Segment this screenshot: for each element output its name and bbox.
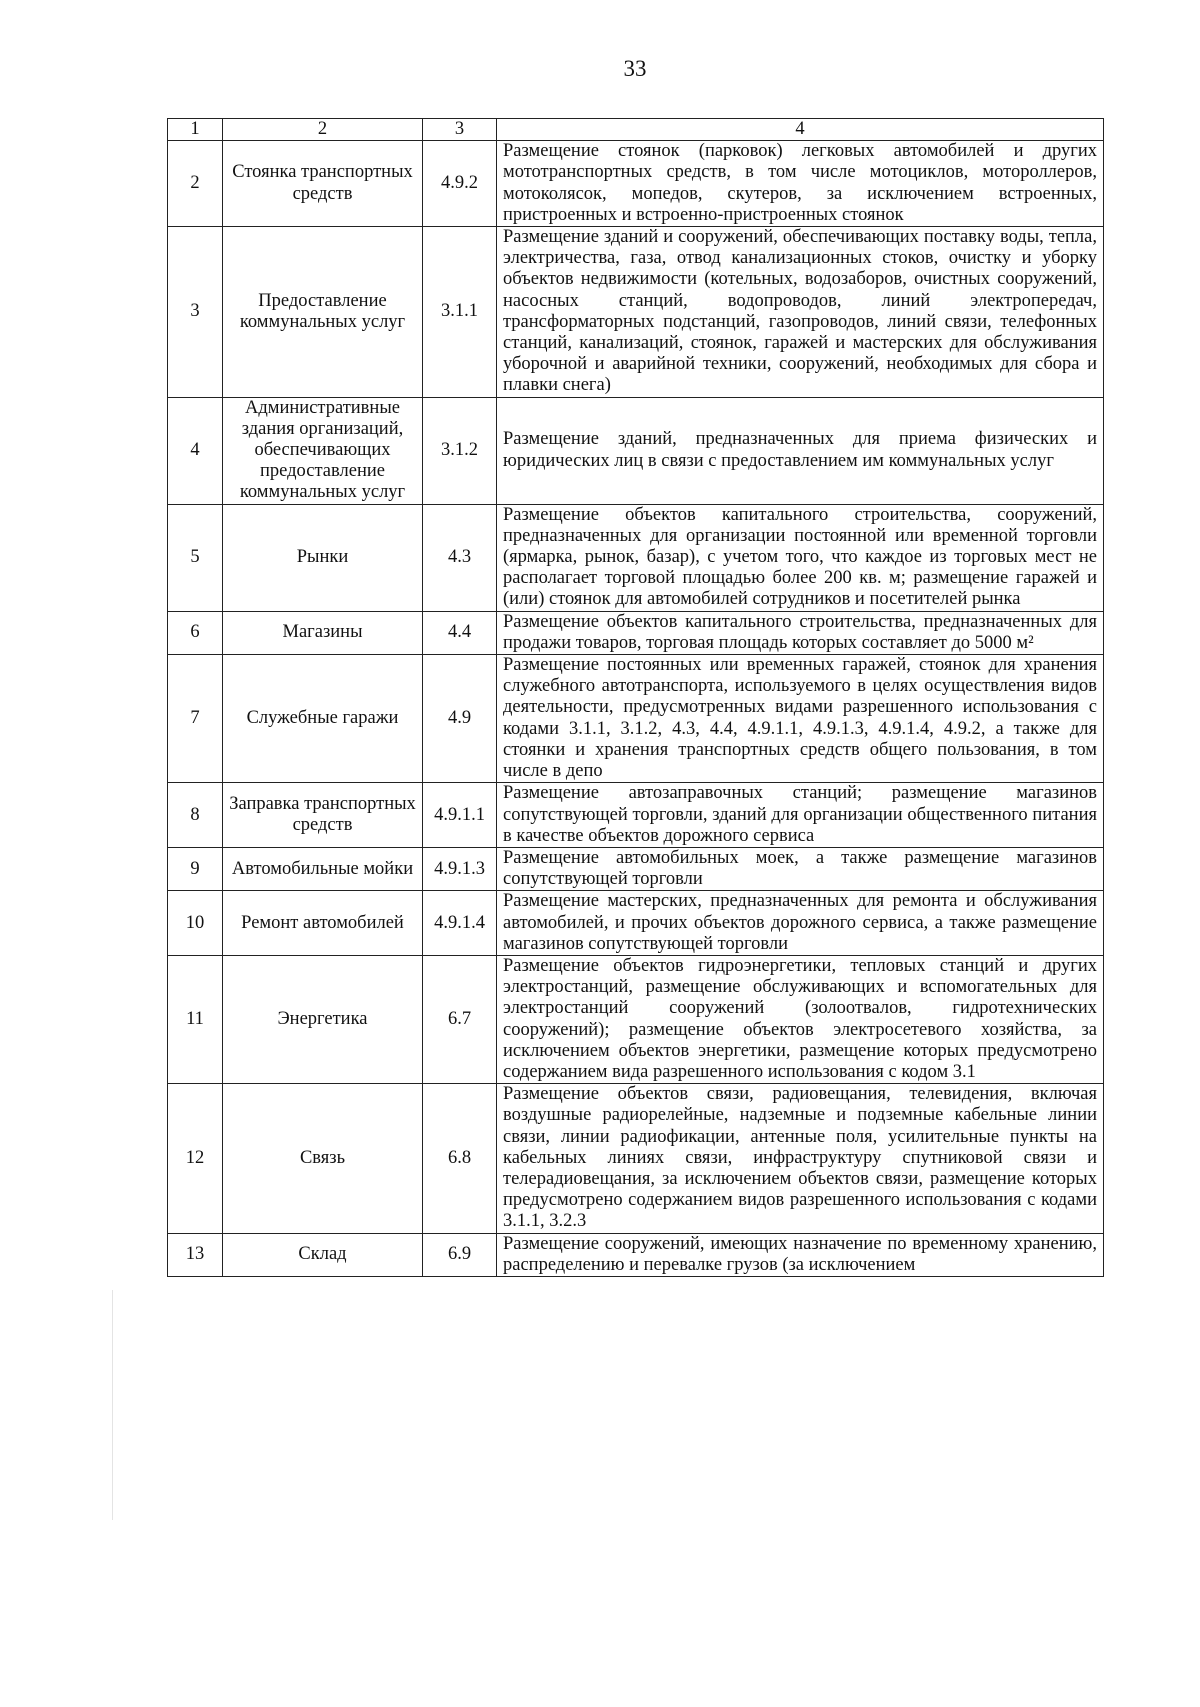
land-use-description: Размещение зданий, предназначенных для приема физических и юридических лиц в связи с предоставлением им коммунальных услуг [497,397,1104,504]
row-number: 3 [168,227,223,398]
table-row [168,1084,1104,1233]
land-use-code: 3.1.2 [423,397,497,504]
land-use-code: 4.9.2 [423,141,497,227]
land-use-description: Размещение объектов капитального строительства, сооружений, предназначенных для организации постоянной или временной торговли (ярмарка, рынок, базар), с учетом того, что каждое из торговых мест не располагает торговой площадью более 200 кв. м; размещение гаражей и (или) стоянок для автомобилей сотрудников и посетителей рынка [497,504,1104,611]
land-use-name: Автомобильные мойки [223,847,423,890]
land-use-name: Стоянка транспортных средств [223,141,423,227]
land-use-name: Магазины [223,611,423,654]
scan-margin-line [112,1290,113,1520]
land-use-name: Ремонт автомобилей [223,891,423,956]
table-row [168,611,1104,654]
land-use-description: Размещение объектов гидроэнергетики, тепловых станций и других электростанций, размещение обслуживающих и вспомогательных для электростанций сооружений (золоотвалов, гидротехнических сооружений); размещение объектов электросетевого хозяйства, за исключением объектов энергетики, размещение которых предусмотрено содержанием вида разрешенного использования с кодом 3.1 [497,955,1104,1083]
row-number: 11 [168,955,223,1083]
land-use-name: Связь [223,1084,423,1233]
land-use-name: Заправка транспортных средств [223,783,423,848]
land-use-code: 4.4 [423,611,497,654]
header-col-2: 2 [223,119,423,141]
row-number: 2 [168,141,223,227]
land-use-code: 4.3 [423,504,497,611]
land-use-name: Предоставление коммунальных услуг [223,227,423,398]
table-row [168,891,1104,956]
land-use-code: 4.9.1.3 [423,847,497,890]
row-number: 8 [168,783,223,848]
land-use-code: 6.8 [423,1084,497,1233]
table-row [168,504,1104,611]
table-body [168,141,1104,1277]
row-number: 5 [168,504,223,611]
row-number: 13 [168,1233,223,1276]
row-number: 10 [168,891,223,956]
land-use-code: 4.9 [423,655,497,783]
header-col-3: 3 [423,119,497,141]
land-use-description: Размещение стоянок (парковок) легковых автомобилей и других мототранспортных средств, в том числе мотоциклов, мотороллеров, мотоколясок, мопедов, скутеров, за исключением встроенных, пристроенных и встроенно-пристроенных стоянок [497,141,1104,227]
land-use-description: Размещение сооружений, имеющих назначение по временному хранению, распределению и перевалке грузов (за исключением [497,1233,1104,1276]
row-number: 9 [168,847,223,890]
land-use-code: 4.9.1.4 [423,891,497,956]
land-use-name: Служебные гаражи [223,655,423,783]
land-use-description: Размещение объектов капитального строительства, предназначенных для продажи товаров, торговая площадь которых составляет до 5000 м² [497,611,1104,654]
land-use-description: Размещение автомобильных моек, а также размещение магазинов сопутствующей торговли [497,847,1104,890]
table-row [168,955,1104,1083]
land-use-code: 3.1.1 [423,227,497,398]
land-use-name: Склад [223,1233,423,1276]
land-use-description: Размещение объектов связи, радиовещания, телевидения, включая воздушные радиорелейные, надземные и подземные кабельные линии связи, линии радиофикации, антенные поля, усилительные пункты на кабельных линиях связи, инфраструктуру спутниковой связи и телерадиовещания, за исключением объектов связи, размещение которых предусмотрено содержанием видов разрешенного использования с кодами 3.1.1, 3.2.3 [497,1084,1104,1233]
land-use-code: 6.9 [423,1233,497,1276]
row-number: 4 [168,397,223,504]
row-number: 7 [168,655,223,783]
header-col-1: 1 [168,119,223,141]
table-header-row [168,119,1104,141]
table-row [168,847,1104,890]
land-use-description: Размещение автозаправочных станций; размещение магазинов сопутствующей торговли, зданий для организации общественного питания в качестве объектов дорожного сервиса [497,783,1104,848]
table-row [168,655,1104,783]
land-use-description: Размещение постоянных или временных гаражей, стоянок для хранения служебного автотранспорта, используемого в целях осуществления видов деятельности, предусмотренных видами разрешенного использования с кодами 3.1.1, 3.1.2, 4.3, 4.4, 4.9.1.1, 4.9.1.3, 4.9.1.4, 4.9.2, а также для стоянки и хранения транспортных средств общего пользования, в том числе в депо [497,655,1104,783]
row-number: 12 [168,1084,223,1233]
land-use-code: 6.7 [423,955,497,1083]
table-row [168,141,1104,227]
page-number: 33 [623,56,647,81]
table-row [168,1233,1104,1276]
land-use-code: 4.9.1.1 [423,783,497,848]
table-row [168,227,1104,398]
table-row [168,397,1104,504]
land-use-description: Размещение мастерских, предназначенных для ремонта и обслуживания автомобилей, и прочих объектов дорожного сервиса, а также размещение магазинов сопутствующей торговли [497,891,1104,956]
land-use-name: Энергетика [223,955,423,1083]
land-use-description: Размещение зданий и сооружений, обеспечивающих поставку воды, тепла, электричества, газа, отвод канализационных стоков, очистку и уборку объектов недвижимости (котельных, водозаборов, очистных сооружений, насосных станций, водопроводов, линий электропередач, трансформаторных подстанций, газопроводов, линий связи, телефонных станций, канализаций, стоянок, гаражей и мастерских для обслуживания уборочной и аварийной техники, сооружений, необходимых для сбора и плавки снега) [497,227,1104,398]
table-row [168,783,1104,848]
land-use-name: Административные здания организаций, обеспечивающих предоставление коммунальных услуг [223,397,423,504]
land-use-table [167,118,1104,1277]
header-col-4: 4 [497,119,1104,141]
land-use-name: Рынки [223,504,423,611]
row-number: 6 [168,611,223,654]
